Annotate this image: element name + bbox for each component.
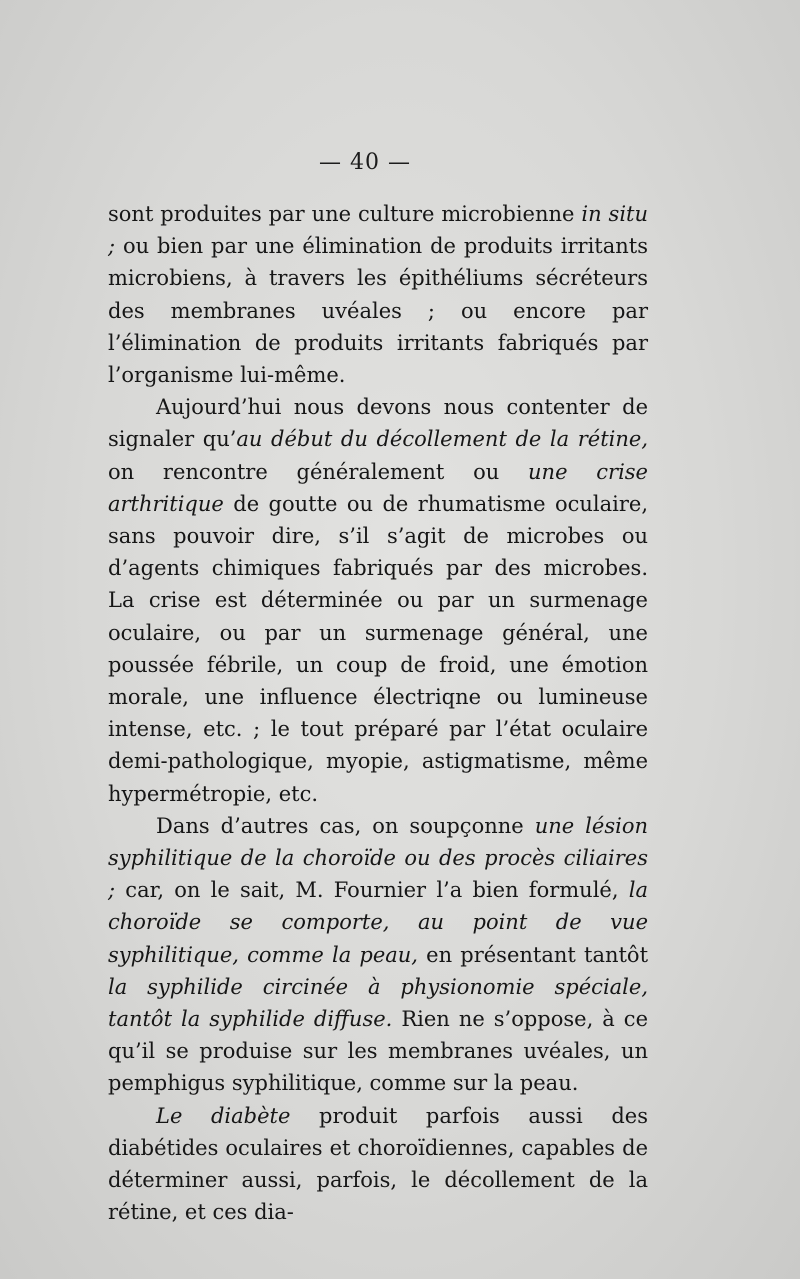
paragraph-1 (108, 198, 648, 391)
text-run: en présentant tantôt (417, 942, 649, 967)
text-run: sont produites par une culture microbienne (108, 202, 582, 226)
paragraph-2 (108, 391, 648, 810)
italic-run: Le diabète (156, 1103, 291, 1128)
body-text (108, 198, 648, 1229)
text-run: car, on le sait, M. Fournier l’a bien formulé, (115, 878, 629, 903)
text-run: produit parfois aussi des diabétides oculaires et choroïdiennes, capables de déterminer aussi, parfois, le décollement de la rétine, et ces dia- (108, 1103, 648, 1225)
page-number: — 40 — (319, 150, 411, 175)
text-run: Rien ne s’oppose, à ce qu’il se produise sur les membranes uvéales, un pemphigus syphilitique, comme sur la peau. (108, 1007, 648, 1096)
text-run: ou bien par une élimination de produits irritants microbiens, à travers les épithéliums sécréteurs des membranes uvéales ; ou encore par l’élimination de produits irritants fabriqués par l’organisme lui-même. (108, 234, 648, 388)
paragraph-4 (108, 1100, 648, 1229)
italic-run: une crise arthritique (108, 459, 648, 516)
italic-run: la choroïde se comporte, au point de vue syphilitique, comme la peau, (108, 878, 648, 967)
text-run: Dans d’autres cas, on soupçonne (156, 813, 535, 838)
italic-run: au début du décollement de la rétine, (236, 427, 649, 452)
text-run: de goutte ou de rhumatisme oculaire, sans pouvoir dire, s’il s’agit de microbes ou d’agents chimiques fabriqués par des microbes. La crise est déterminée ou par un surmenage oculaire, ou par un surmenage général, une poussée fébrile, un coup de froid, une émotion morale, une influence électriqne ou lumineuse intense, etc. ; le tout préparé par l’état oculaire demi-pathologique, myopie, astigmatisme, même hypermétropie, etc. (108, 491, 648, 806)
italic-run: une lésion syphilitique de la choroïde ou des procès ciliaires ; (108, 813, 648, 903)
text-run: Aujourd’hui nous devons nous contenter de signaler qu’ (108, 395, 648, 452)
text-run: on rencontre généralement ou (108, 459, 529, 484)
italic-run: in situ ; (108, 202, 649, 259)
paragraph-3 (108, 810, 648, 1100)
italic-run: la syphilide circinée à physionomie spéciale, tantôt la syphilide diffuse. (108, 974, 648, 1032)
